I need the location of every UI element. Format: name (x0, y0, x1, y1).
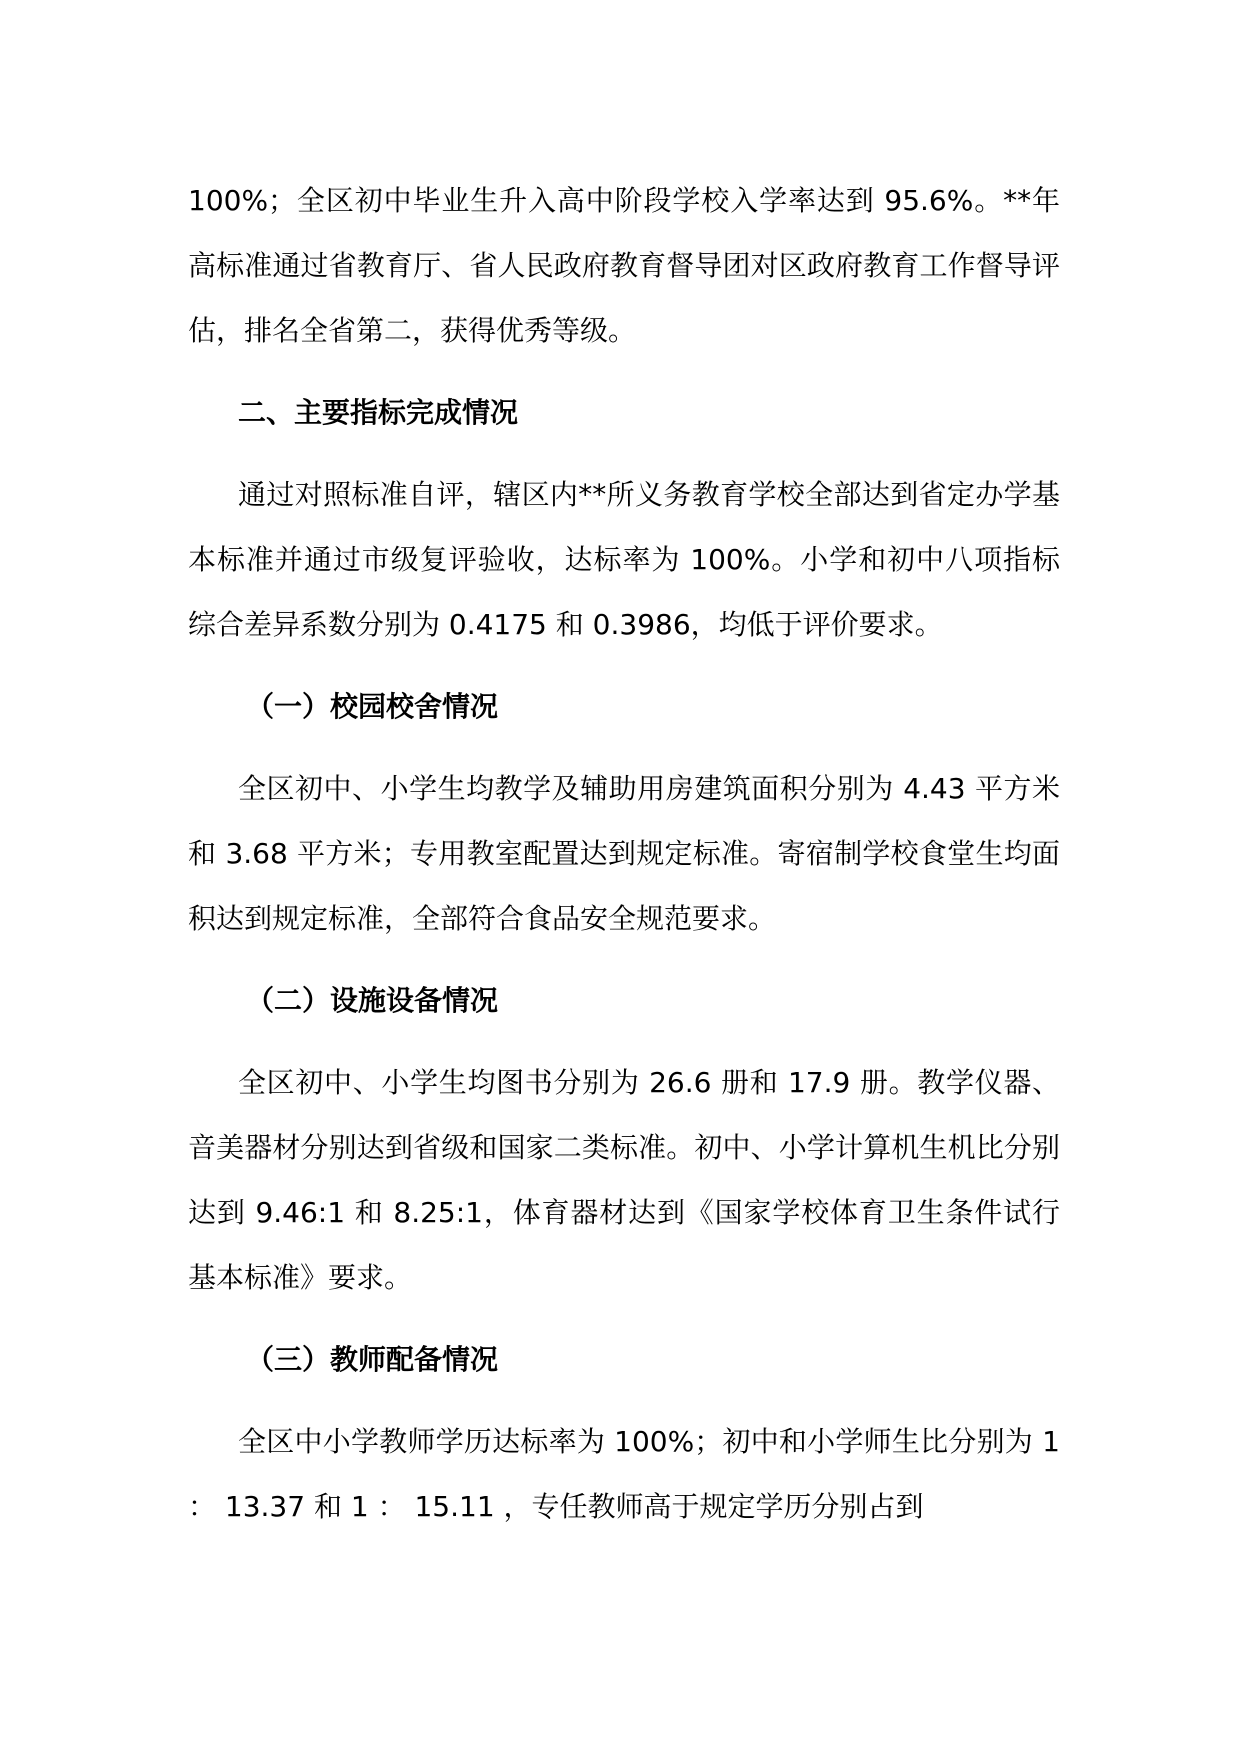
paragraph-enrollment-rate: 100%；全区初中毕业生升入高中阶段学校入学率达到 95.6%。**年高标准通过省教育厅、省人民政府教育督导团对区政府教育工作督导评估，排名全省第二，获得优秀等级。 (188, 184, 1060, 347)
heading-facilities-equipment: （二）设施设备情况 (246, 984, 499, 1017)
paragraph-campus-buildings: 全区初中、小学生均教学及辅助用房建筑面积分别为 4.43 平方米和 3.68 平方米；专用教室配置达到规定标准。寄宿制学校食堂生均面积达到规定标准，全部符合食品安全规范要求。 (188, 772, 1060, 935)
document-page (188, 168, 1060, 1539)
heading-main-indicators: 二、主要指标完成情况 (238, 396, 519, 429)
paragraph-teacher-staffing: 全区中小学教师学历达标率为 100%；初中和小学师生比分别为 1 ： 13.37 和 1 ： 15.11 ，专任教师高于规定学历分别占到 (188, 1425, 1060, 1523)
paragraph-self-evaluation: 通过对照标准自评，辖区内**所义务教育学校全部达到省定办学基本标准并通过市级复评验收，达标率为 100%。小学和初中八项指标综合差异系数分别为 0.4175 和 0.3986，均低于评价要求。 (188, 478, 1060, 641)
heading-teacher-staffing: （三）教师配备情况 (246, 1343, 499, 1376)
heading-campus-buildings: （一）校园校舍情况 (246, 690, 499, 723)
paragraph-facilities-equipment: 全区初中、小学生均图书分别为 26.6 册和 17.9 册。教学仪器、音美器材分别达到省级和国家二类标准。初中、小学计算机生机比分别达到 9.46:1 和 8.25:1，体育器材达到《国家学校体育卫生条件试行基本标准》要求。 (188, 1066, 1060, 1294)
